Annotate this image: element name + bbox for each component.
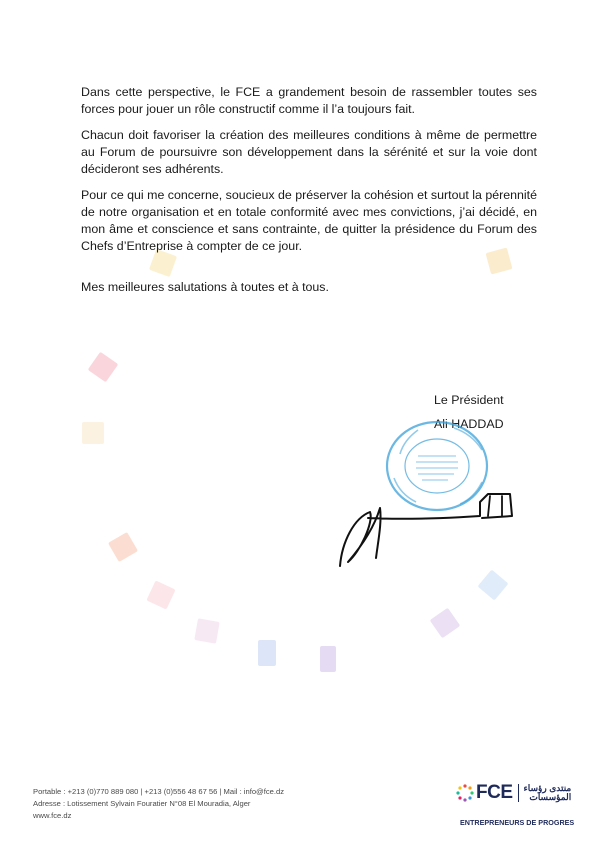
logo-tagline: ENTREPRENEURS DE PROGRES bbox=[460, 818, 575, 827]
decorative-square bbox=[478, 570, 509, 601]
decorative-square bbox=[88, 352, 119, 383]
paragraph: Chacun doit favoriser la création des meilleures conditions à même de permettre au Forum de poursuivre son développement dans la sérénité et sur la voie dont décideront ses adhérents. bbox=[81, 128, 537, 176]
decorative-square bbox=[82, 422, 104, 444]
logo-arabic bbox=[524, 784, 572, 802]
signatory-name: Ali HADDAD bbox=[434, 417, 504, 431]
footer-website: www.fce.dz bbox=[33, 811, 72, 820]
footer-contact bbox=[33, 786, 284, 822]
decorative-square bbox=[430, 608, 461, 639]
logo-dots-icon bbox=[456, 784, 474, 802]
decorative-square bbox=[146, 580, 175, 609]
paragraph: Pour ce qui me concerne, soucieux de préserver la cohésion et surtout la pérennité de notre organisation et en totale conformité avec mes convictions, j’ai décidé, en mon âme et conscience et sans contrainte, de quitter la présidence du Forum des Chefs d’Entreprise à compter de ce jour. bbox=[81, 188, 537, 253]
footer-phones: Portable : +213 (0)770 889 080 | +213 (0)556 48 67 56 | Mail : info@fce.dz bbox=[33, 787, 285, 796]
footer-address: Adresse : Lotissement Sylvain Fouratier N°08 El Mouradia, Alger bbox=[33, 799, 251, 808]
logo-brand: FCE bbox=[476, 782, 513, 803]
paragraph: Dans cette perspective, le FCE a grandement besoin de rassembler toutes ses forces pour jouer un rôle constructif comme il l’a toujours fait. bbox=[81, 85, 537, 116]
logo-arabic-line: المؤسسات bbox=[529, 792, 572, 802]
logo-separator bbox=[518, 784, 519, 802]
signatory-title: Le Président bbox=[434, 393, 504, 407]
letter-body bbox=[81, 84, 537, 305]
logo-arabic-line: منتدى رؤساء bbox=[523, 783, 572, 793]
fce-logo bbox=[456, 778, 580, 834]
handwritten-signature bbox=[330, 482, 530, 572]
decorative-square bbox=[258, 640, 276, 666]
decorative-square bbox=[108, 532, 138, 562]
closing-line: Mes meilleures salutations à toutes et à tous. bbox=[81, 280, 329, 294]
decorative-square bbox=[194, 618, 219, 643]
decorative-square bbox=[320, 646, 336, 672]
